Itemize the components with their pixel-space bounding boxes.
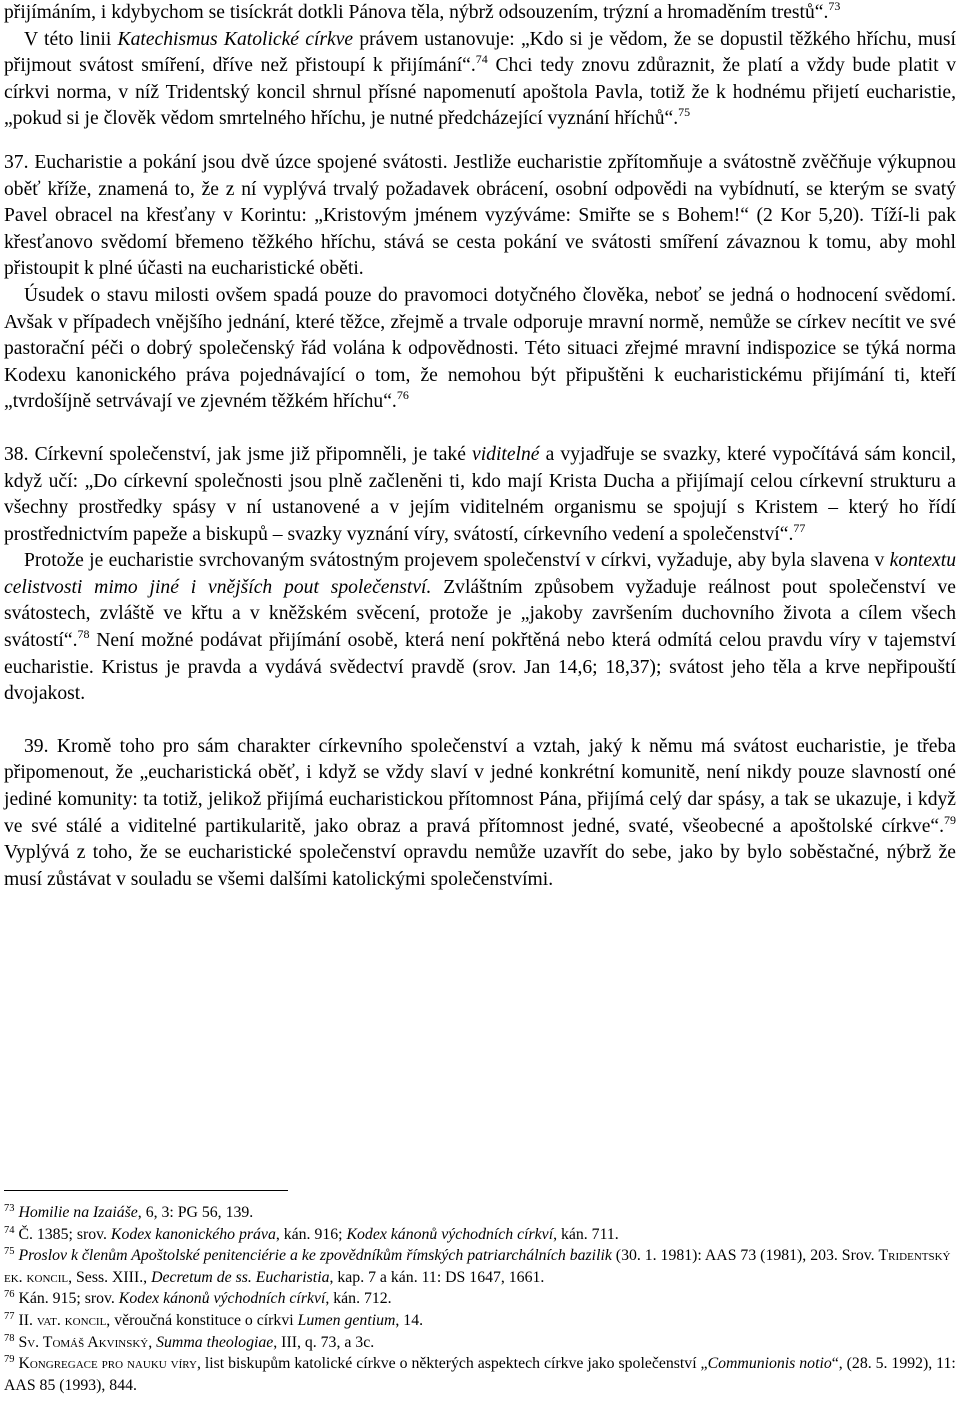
footnote-75: $^{75}$ Proslov k členům Apoštolské penitenciérie a ke zpovědníkům římských patriarchálních bazilik (30. 1. 1981): AAS 73 (1981), 203. Srov. Tridentský ek. koncil, Sess. XIII., Decretum de ss. Eucharistia, kap. 7 a kán. 11: DS 1647, 1661. <box>4 1246 951 1286</box>
footnotes <box>4 1202 956 1396</box>
paragraph-39: 39. Kromě toho pro sám charakter církevního společenství a vztah, jaký k němu má svátost eucharistie, je třeba připomenout, že „eucharistická oběť, i když se vždy slaví v jedné konkrétní komunitě, není nikdy pouze slavností oné jediné komunity: ta totiž, jelikož přijímá eucharistickou přítomnost Pána, přijímá celý dar spásy, a tak se ukazuje, i když ve své stálé a viditelné partikularitě, jako obraz a pravá přítomnost jedné, svaté, všeobecné a apoštolské církve“.$^{79}$ Vyplývá z toho, že se eucharistické společenství opravdu nemůže uzavřít do sebe, jako by bylo soběstačné, nýbrž že musí zůstávat v souladu se všemi dalšími katolickými společenstvími. <box>4 735 956 890</box>
footnote-74: $^{74}$ Č. 1385; srov. Kodex kanonického práva, kán. 916; Kodex kánonů východních církví, kán. 711. <box>4 1224 619 1243</box>
footnote-ref-77[interactable]: 77 <box>793 520 806 535</box>
footnote-ref-76[interactable]: 76 <box>396 388 409 403</box>
document-page <box>4 0 956 893</box>
footnote-ref-73[interactable]: 73 <box>828 0 841 13</box>
spacer <box>4 708 956 734</box>
footnote-separator <box>4 1190 288 1191</box>
spacer <box>4 133 956 150</box>
footnote-ref-74[interactable]: 74 <box>475 52 488 67</box>
footnote-78: $^{78}$ Sv. Tomáš Akvinský, Summa theologiae, III, q. 73, a 3c. <box>4 1332 375 1351</box>
footnote-ref-75[interactable]: 75 <box>678 105 691 120</box>
spacer <box>4 416 956 442</box>
footnote-77: $^{77}$ II. vat. koncil, věroučná konstituce o církvi Lumen gentium, 14. <box>4 1310 424 1329</box>
paragraph-continuation: přijímáním, i kdybychom se tisíckrát dotkli Pánova těla, nýbrž odsouzením, trýzní a hromaděním trestů“.$^{73}$ <box>4 0 841 23</box>
paragraph-37: 37. Eucharistie a pokání jsou dvě úzce spojené svátosti. Jestliže eucharistie zpřítomňuje a svátostně zvěčňuje výkupnou oběť kříže, znamená to, že z ní vyplývá trvalý požadavek obrácení, osobní odpovědi na vybídnutí, se kterým se svatý Pavel obracel na křesťany v Korintu: „Kristovým jménem vyzýváme: Smiřte se s Bohem!“ (2 Kor 5,20). Tíží-li pak křesťanovo svědomí břemeno těžkého hříchu, stává se cesta pokání ve svátosti smíření závaznou k tomu, aby mohl přistoupit k plné účasti na eucharistické oběti. <box>4 151 956 280</box>
paragraph-37-judgement: Úsudek o stavu milosti ovšem spadá pouze do pravomoci dotyčného člověka, neboť se jedná o hodnocení svědomí. Avšak v případech vnějšího jednání, které těžce, zřejmě a trvale odporuje mravní normě, nemůže se církev necítit ve své pastorační péči o dobrý společenský řád volána k odpovědnosti. Této situaci zřejmé mravní indispozice se týká norma Kodexu kanonického práva pojednávající o tom, že nemohou být připuštěni k eucharistickému přijímání ti, kteří „tvrdošíjně setrvávají ve zjevném těžkém hříchu“.$^{76}$ <box>4 284 956 413</box>
footnote-73: $^{73}$ Homilie na Izaiáše, 6, 3: PG 56, 139. <box>4 1203 254 1221</box>
paragraph-38: 38. Církevní společenství, jak jsme již připomněli, je také viditelné a vyjadřuje se svazky, které vypočítává sám koncil, když učí: „Do církevní společnosti jsou plně začleněni ti, kdo mají Krista Ducha a přijímají celou církevní strukturu a všechny prostředky spásy v ní ustanovené a v jejím viditelném organismu se spojují s Kristem – který ho řídí prostřednictvím papeže a biskupů – svazky vyznání víry, svátostí, církevního vedení a společenství“.$^{77}$ <box>4 443 956 545</box>
footnote-76: $^{76}$ Kán. 915; srov. Kodex kánonů východních církví, kán. 712. <box>4 1289 392 1308</box>
paragraph-catechism: V této linii Katechismus Katolické církve právem ustanovuje: „Kdo si je vědom, že se dopustil těžkého hříchu, musí přijmout svátost smíření, dříve než přistoupí k přijímání“.$^{74}$ Chci tedy znovu zdůraznit, že platí a vždy bude platit v církvi norma, v níž Tridentský koncil shrnul přísné napomenutí apoštola Pavla, totiž že k hodnému přijetí eucharistie, „pokud si je člověk vědom smrtelného hříchu, je nutné předcházející vyznání hříchů“.$^{75}$ <box>4 28 956 130</box>
footnote-79: $^{79}$ Kongregace pro nauku víry, list biskupům katolické církve o některých aspektech církve jako společenství „Communionis notio“, (28. 5. 1992), 11: AAS 85 (1993), 844. <box>4 1354 956 1394</box>
paragraph-38-communion: Protože je eucharistie svrchovaným svátostným projevem společenství v církvi, vyžaduje, aby byla slavena v kontextu celistvosti mimo jiné i vnějších pout společenství. Zvláštním způsobem vyžaduje reálnost pout společenství ve svátostech, zvláště ve křtu a v kněžském svěcení, protože je „jakoby završením duchovního života a cílem všech svátostí“.$^{78}$ Není možné podávat přijímání osobě, která není pokřtěná nebo která odmítá celou pravdu víry v tajemství eucharistie. Kristus je pravda a vydává svědectví pravdě (srov. Jan 14,6; 18,37); svátost jeho těla a krve nepřipouští dvojakost. <box>4 550 956 705</box>
footnote-ref-79[interactable]: 79 <box>944 812 956 827</box>
footnote-ref-78[interactable]: 78 <box>77 627 90 642</box>
